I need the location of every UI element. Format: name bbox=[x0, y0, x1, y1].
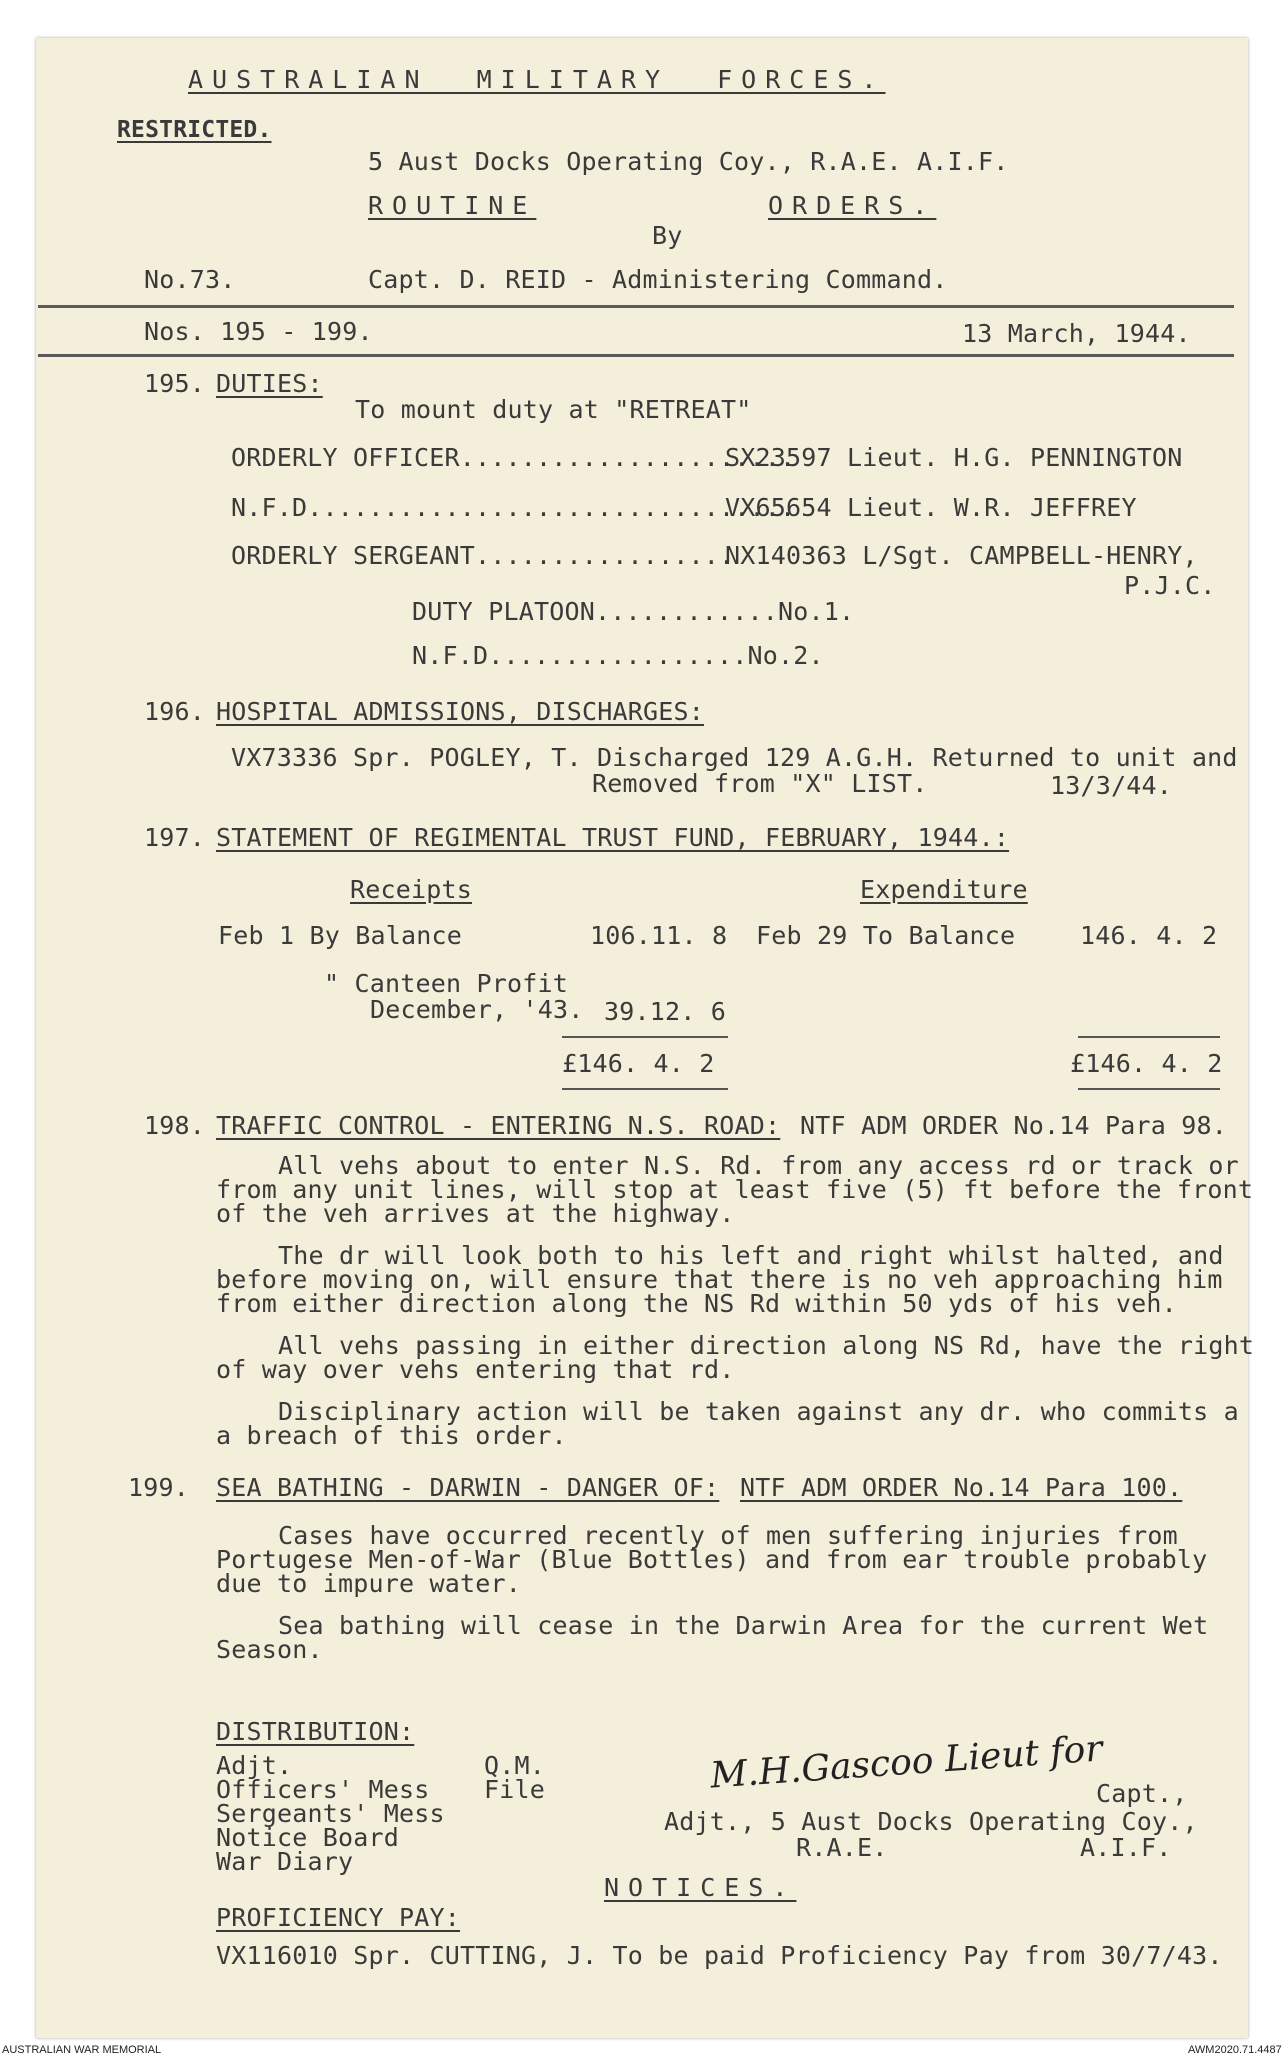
paragraph-line: of the veh arrives at the highway. bbox=[216, 1199, 735, 1228]
paragraph-line: The dr will look both to his left and right whilst halted, and bbox=[278, 1241, 1224, 1270]
duty-assignee: NX140363 L/Sgt. CAMPBELL-HENRY, bbox=[725, 541, 1198, 570]
expenditure-line: Feb 29 To Balance bbox=[756, 921, 1016, 950]
expenditure-total: £146. 4. 2 bbox=[1070, 1049, 1223, 1078]
section-199-number: 199. bbox=[128, 1473, 190, 1502]
duty-intro: To mount duty at "RETREAT" bbox=[355, 395, 752, 424]
hospital-entry-removed: Removed from "X" LIST. bbox=[592, 769, 928, 798]
paragraph-line: Portugese Men-of-War (Blue Bottles) and from ear trouble probably bbox=[216, 1545, 1208, 1574]
distribution-item: War Diary bbox=[216, 1847, 354, 1876]
section-197-heading: STATEMENT OF REGIMENTAL TRUST FUND, FEBRUARY, 1944.: bbox=[216, 823, 1010, 852]
section-199-heading: SEA BATHING - DARWIN - DANGER OF: bbox=[216, 1473, 720, 1502]
expenditure-amount: 146. 4. 2 bbox=[1080, 921, 1218, 950]
proficiency-pay-heading: PROFICIENCY PAY: bbox=[216, 1903, 461, 1932]
signature-rank: Capt., bbox=[1096, 1779, 1188, 1808]
unit-name: 5 Aust Docks Operating Coy., R.A.E. A.I.F. bbox=[368, 147, 1009, 176]
header-rule-bottom bbox=[38, 354, 1234, 357]
duty-assignee: SX23597 Lieut. H.G. PENNINGTON bbox=[725, 443, 1183, 472]
commander: Capt. D. REID - Administering Command. bbox=[368, 265, 948, 294]
signature-appointment: Adjt., 5 Aust Docks Operating Coy., bbox=[664, 1807, 1198, 1836]
document-title: AUSTRALIAN MILITARY FORCES. bbox=[188, 65, 886, 94]
paragraph-line: of way over vehs entering that rd. bbox=[216, 1355, 735, 1384]
expenditure-label: Expenditure bbox=[860, 875, 1028, 904]
receipt-line: " Canteen Profit bbox=[324, 969, 569, 998]
hospital-entry: VX73336 Spr. POGLEY, T. Discharged 129 A.G.H. Returned to unit and bbox=[231, 743, 1238, 772]
paragraph-line: All vehs about to enter N.S. Rd. from any access rd or track or bbox=[278, 1151, 1239, 1180]
distribution-item: Q.M. bbox=[484, 1751, 546, 1780]
receipt-line: December, '43. bbox=[370, 995, 584, 1024]
duty-platoon: DUTY PLATOON............No.1. bbox=[412, 597, 855, 626]
paragraph-line: All vehs passing in either direction along NS Rd, have the right bbox=[278, 1331, 1255, 1360]
section-198-reference: NTF ADM ORDER No.14 Para 98. bbox=[800, 1111, 1228, 1140]
sergeant-initials: P.J.C. bbox=[1124, 571, 1216, 600]
receipt-total: £146. 4. 2 bbox=[562, 1049, 715, 1078]
distribution-item: Sergeants' Mess bbox=[216, 1799, 445, 1828]
paragraph-line: from either direction along the NS Rd within 50 yds of his veh. bbox=[216, 1289, 1177, 1318]
paragraph-line: due to impure water. bbox=[216, 1569, 522, 1598]
paragraph-line: Sea bathing will cease in the Darwin Area for the current Wet bbox=[278, 1611, 1209, 1640]
paragraph-line: from any unit lines, will stop at least five (5) ft before the front bbox=[216, 1175, 1254, 1204]
paragraph-line: Season. bbox=[216, 1635, 323, 1664]
receipt-amount: 39.12. 6 bbox=[604, 997, 727, 1026]
order-number: No.73. bbox=[144, 265, 236, 294]
section-195-heading: DUTIES: bbox=[216, 369, 323, 398]
signature-corps: R.A.E. bbox=[796, 1833, 888, 1862]
footer-credit: AUSTRALIAN WAR MEMORIAL bbox=[2, 2044, 162, 2056]
distribution-item: File bbox=[484, 1775, 546, 1804]
order-date: 13 March, 1944. bbox=[962, 319, 1191, 348]
total-rule bbox=[1078, 1036, 1220, 1038]
distribution-heading: DISTRIBUTION: bbox=[216, 1717, 415, 1746]
proficiency-pay-entry: VX116010 Spr. CUTTING, J. To be paid Proficiency Pay from 30/7/43. bbox=[216, 1941, 1223, 1970]
header-rule-top bbox=[38, 305, 1234, 308]
distribution-item: Adjt. bbox=[216, 1751, 293, 1780]
distribution-item: Notice Board bbox=[216, 1823, 400, 1852]
handwritten-signature: M.H.Gascoo Lieut for bbox=[709, 1728, 1104, 1797]
signature-force: A.I.F. bbox=[1080, 1833, 1172, 1862]
section-198-heading: TRAFFIC CONTROL - ENTERING N.S. ROAD: bbox=[216, 1111, 781, 1140]
total-rule bbox=[562, 1088, 728, 1090]
receipts-label: Receipts bbox=[350, 875, 473, 904]
hospital-entry-date: 13/3/44. bbox=[1050, 771, 1173, 800]
duty-role: ORDERLY OFFICER...................... bbox=[231, 443, 796, 472]
total-rule bbox=[1078, 1088, 1220, 1090]
receipt-line: Feb 1 By Balance bbox=[218, 921, 463, 950]
nfd-platoon: N.F.D.................No.2. bbox=[412, 641, 824, 670]
duty-role: ORDERLY SERGEANT................. bbox=[231, 541, 735, 570]
section-199-reference: NTF ADM ORDER No.14 Para 100. bbox=[740, 1473, 1183, 1502]
section-197-number: 197. bbox=[144, 823, 206, 852]
notices-heading: NOTICES. bbox=[604, 1873, 797, 1902]
duty-assignee: VX65654 Lieut. W.R. JEFFREY bbox=[725, 493, 1137, 522]
section-196-number: 196. bbox=[144, 697, 206, 726]
footer-accession-number: AWM2020.71.4487 bbox=[1188, 2044, 1282, 2056]
paragraph-line: before moving on, will ensure that there is no veh approaching him bbox=[216, 1265, 1223, 1294]
distribution-item: Officers' Mess bbox=[216, 1775, 430, 1804]
section-196-heading: HOSPITAL ADMISSIONS, DISCHARGES: bbox=[216, 697, 705, 726]
paragraph-line: a breach of this order. bbox=[216, 1421, 567, 1450]
restricted-label: RESTRICTED. bbox=[117, 117, 272, 143]
duty-role: N.F.D................................ bbox=[231, 493, 796, 522]
paragraph-line: Cases have occurred recently of men suffering injuries from bbox=[278, 1521, 1178, 1550]
section-195-number: 195. bbox=[144, 369, 206, 398]
order-range: Nos. 195 - 199. bbox=[144, 317, 373, 346]
paragraph-line: Disciplinary action will be taken against any dr. who commits a bbox=[278, 1397, 1239, 1426]
total-rule bbox=[562, 1036, 728, 1038]
routine-heading: ROUTINE bbox=[368, 191, 537, 220]
receipt-amount: 106.11. 8 bbox=[590, 921, 728, 950]
orders-heading: ORDERS. bbox=[768, 191, 937, 220]
by-label: By bbox=[652, 221, 683, 250]
section-198-number: 198. bbox=[144, 1111, 206, 1140]
